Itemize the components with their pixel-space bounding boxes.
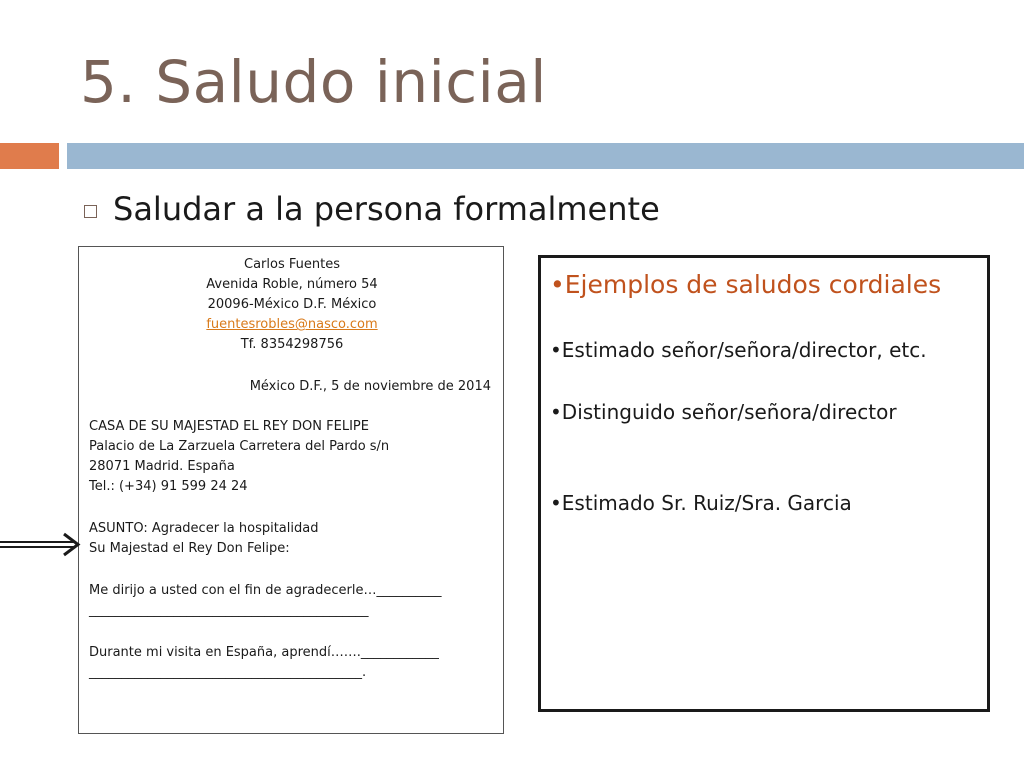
- greetings-examples-box: [538, 255, 990, 712]
- example-item-1: •Estimado señor/señora/director, etc.: [550, 338, 927, 362]
- recipient-city: 28071 Madrid. España: [89, 459, 235, 474]
- sample-letter: [78, 246, 504, 734]
- slide-title: 5. Saludo inicial: [80, 48, 547, 116]
- letter-body-line-4: __________________________________________.: [89, 665, 367, 680]
- example-item-2: •Distinguido señor/señora/director: [550, 400, 897, 424]
- example-item-3: •Estimado Sr. Ruiz/Sra. Garcia: [550, 491, 852, 515]
- sender-address: Avenida Roble, número 54: [206, 277, 378, 292]
- letter-body-line-1: Me dirijo a usted con el fin de agradecerle…__________: [89, 583, 442, 598]
- letter-date: México D.F., 5 de noviembre de 2014: [249, 379, 491, 394]
- main-bullet: [84, 190, 660, 228]
- sender-phone: Tf. 8354298756: [240, 337, 344, 352]
- sender-email-link[interactable]: fuentesrobles@nasco.com: [206, 317, 378, 332]
- sender-name: Carlos Fuentes: [244, 257, 340, 272]
- letter-greeting: Su Majestad el Rey Don Felipe:: [89, 541, 290, 556]
- recipient-name: CASA DE SU MAJESTAD EL REY DON FELIPE: [89, 419, 369, 434]
- bullet-text: Saludar a la persona formalmente: [113, 190, 660, 228]
- recipient-phone: Tel.: (+34) 91 599 24 24: [89, 479, 248, 494]
- square-bullet-icon: [84, 205, 97, 218]
- letter-body-line-2: ___________________________________________: [89, 603, 369, 618]
- accent-bar: [0, 143, 59, 169]
- letter-subject: ASUNTO: Agradecer la hospitalidad: [89, 521, 319, 536]
- sender-city: 20096-México D.F. México: [207, 297, 377, 312]
- examples-heading: •Ejemplos de saludos cordiales: [550, 270, 942, 299]
- recipient-address: Palacio de La Zarzuela Carretera del Pardo s/n: [89, 439, 390, 454]
- letter-body-line-3: Durante mi visita en España, aprendí…….____________: [89, 645, 439, 660]
- title-underline-bar: [67, 143, 1024, 169]
- arrow-right-icon: [0, 530, 90, 560]
